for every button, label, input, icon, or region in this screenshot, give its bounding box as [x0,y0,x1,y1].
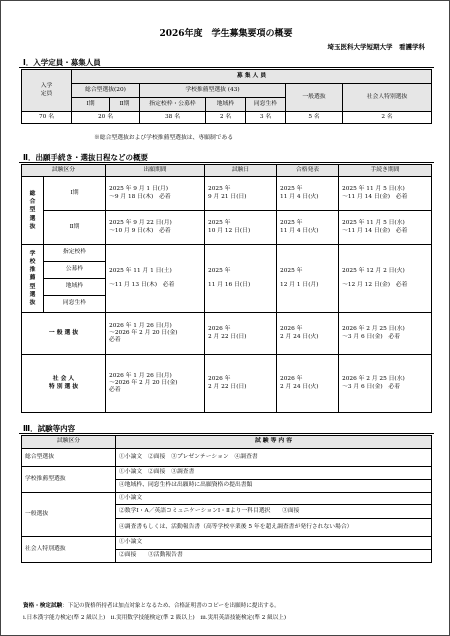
exam-date: 2025 年 10 月 12 日(日) [205,211,277,245]
category-label: 社会人特別選抜 [22,537,116,563]
app-period: 2026 年 1 月 26 日(月) ～2026 年 2 月 20 日(金) 必着 [106,313,205,355]
capacity-value: 70 名 [22,112,72,124]
col-procedure: 手続き期間 [339,165,432,177]
content-line: ①小論文 ②面接 ③プレゼンテーション ④調査書 [116,449,432,467]
capacity-note: ※総合型選抜および学校推薦型選抜は、専願制である [94,135,234,141]
general-label: 一 般 選 抜 [22,313,106,355]
sub-regional: 地域枠 [44,279,106,296]
content-line: ①小論文 [116,493,432,505]
procedure-period: 2025 年 11 月 5 日(水) ～11 月 14 日(金) 必着 [339,211,432,245]
organization-name: 埼玉医科大学短期大学 看護学科 [327,43,425,51]
app-period: 2025 年 11 月 1 日(土) ～11 月 13 日(木) 必着 [106,245,205,313]
section1-rule [19,67,434,68]
category-label: 一般選抜 [22,493,116,537]
exam-date: 2026 年 2 月 22 日(日) [205,355,277,413]
qualification-text: ：下記の資格所持者は加点対象となるため、合格証明書のコピーを出願時に提出する。 [62,603,280,609]
col-content: 試 験 等 内 容 [116,436,432,449]
sub-public: 公募枠 [44,262,106,279]
schedule-table [21,164,432,413]
procedure-period: 2026 年 2 月 25 日(水) ～3 月 6 日(金) 必着 [339,313,432,355]
col-category: 試験区分 [22,165,106,177]
designated-label: 指定校枠・公募枠 [140,98,206,112]
alumni-label: 同窓生枠 [246,98,286,112]
col-result: 合格発表 [277,165,339,177]
category-label: 総合型選抜 [22,449,116,467]
alumni-value: 3 名 [246,112,286,124]
result-date: 2025 年 11 月 4 日(火) [277,177,339,211]
period2-label: Ⅱ期 [110,98,140,112]
school-rec-vertical-label: 学 校 推 薦 型 選 抜 [22,245,44,313]
page-title: 2026年度 学生募集要項の概要 [159,29,293,39]
procedure-period: 2025 年 12 月 2 日(火) ～12 月 12 日(金) 必着 [339,245,432,313]
section1-heading: Ⅰ．入学定員・募集人員 [23,58,101,67]
comprehensive-vertical-label: 総 合 型 選 抜 [22,177,44,245]
capacity-table [21,69,432,124]
general-value: 5 名 [286,112,343,124]
section3-heading: Ⅲ．試験等内容 [23,424,76,433]
col-category: 試験区分 [22,436,116,449]
content-line: ①小論文 [116,537,432,550]
period1-label: Ⅰ期 [44,177,106,211]
content-line: ②面接 ③活動報告書 [116,550,432,563]
school-rec-label: 学校推薦型選抜 (43) [140,84,286,98]
qualification-note [23,601,280,609]
adult-value: 2 名 [343,112,432,124]
app-period: 2026 年 1 月 26 日(月) ～2026 年 2 月 20 日(金) 必着 [106,355,205,413]
exam-date: 2025 年 11 月 16 日(日) [205,245,277,313]
content-line: ④調査書もしくは、活動報告書（高等学校卒業後 5 年を超え調査書が発行されない場合） [116,519,432,537]
period1-label: Ⅰ期 [72,98,110,112]
procedure-period: 2026 年 2 月 25 日(水) ～3 月 6 日(金) 必着 [339,355,432,413]
app-period: 2025 年 9 月 1 日(月) ～9 月 18 日(木) 必着 [106,177,205,211]
regional-value: 2 名 [206,112,246,124]
sub-alumni: 同窓生枠 [44,296,106,313]
regional-label: 地域枠 [206,98,246,112]
qualification-items: ⅰ.日本漢字能力検定(準 2 級以上) ⅱ.実用数学技能検定(準 2 級以上) ⅲ.実用英語技能検定(準 2 級以上) [23,615,287,621]
result-date: 2026 年 2 月 24 日(火) [277,313,339,355]
section3-rule [19,433,434,434]
adult-label: 社会人特別選抜 [343,84,432,112]
sub-designated: 指定校枠 [44,245,106,262]
exam-content-table [21,435,432,563]
result-date: 2026 年 2 月 24 日(火) [277,355,339,413]
period2-label: Ⅱ期 [44,211,106,245]
comprehensive-value: 20 名 [72,112,140,124]
result-date: 2025 年 12 月 1 日(月) [277,245,339,313]
comprehensive-label: 総合型選抜(20) [72,84,140,98]
designated-value: 38 名 [140,112,206,124]
content-line: ①小論文 ②面接 ③調査書 [116,467,432,480]
content-line: ④地域枠、同窓生枠は出願時に出願資格の提出書類 [116,480,432,493]
col-application: 出願期間 [106,165,205,177]
adult-label: 社 会 人 特 別 選 抜 [22,355,106,413]
exam-date: 2025 年 9 月 21 日(日) [205,177,277,211]
content-line: ②数学Ⅰ・A／英語コミュニケーションⅠ・Ⅱより一科目選択 ③面接 [116,505,432,519]
general-label: 一般選抜 [286,84,343,112]
col-exam-date: 試験日 [205,165,277,177]
capacity-label: 入学 定員 [22,70,72,112]
qualification-label: 資格・検定試験 [23,603,63,609]
section2-heading: Ⅱ．出願手続き・選抜日程などの概要 [23,153,148,162]
result-date: 2025 年 11 月 4 日(火) [277,211,339,245]
section2-rule [19,162,434,163]
app-period: 2025 年 9 月 22 日(月) ～10 月 9 日(木) 必着 [106,211,205,245]
recruit-label: 募 集 人 員 [72,70,432,84]
procedure-period: 2025 年 11 月 5 日(水) ～11 月 14 日(金) 必着 [339,177,432,211]
exam-date: 2026 年 2 月 22 日(日) [205,313,277,355]
category-label: 学校推薦型選抜 [22,467,116,493]
